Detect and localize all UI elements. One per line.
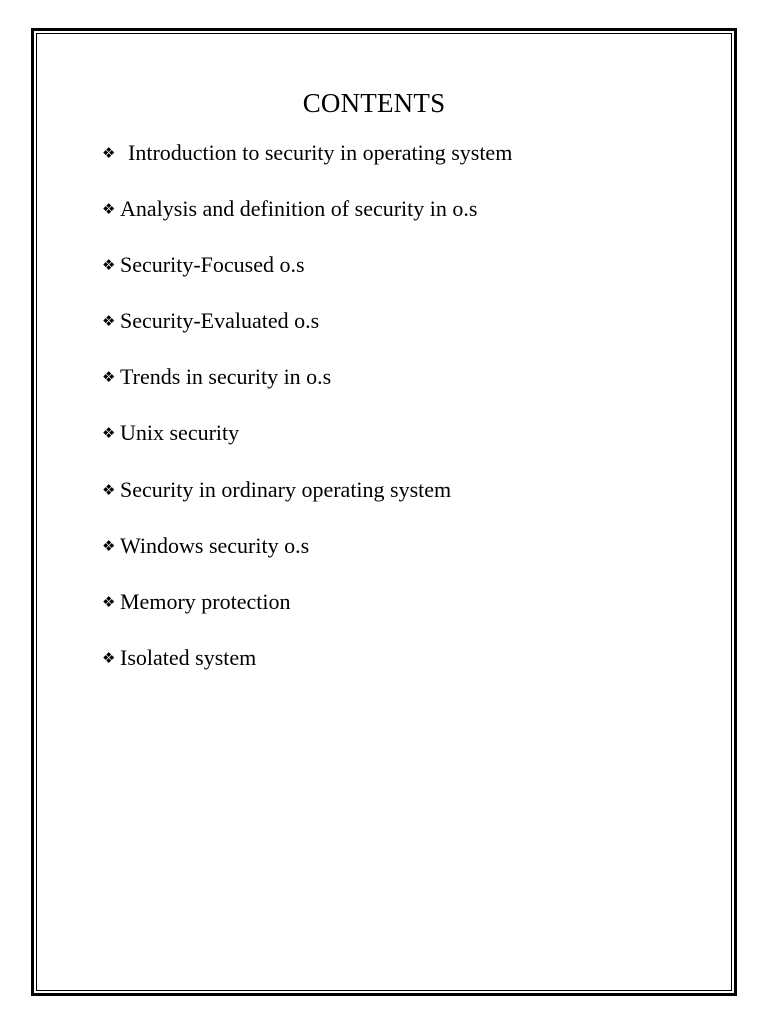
list-item	[102, 192, 512, 248]
table-of-contents-list	[102, 136, 512, 697]
list-item-label: Windows security o.s	[120, 532, 310, 558]
list-item	[102, 360, 512, 416]
list-item	[102, 136, 512, 192]
list-item-label: Security-Evaluated o.s	[120, 308, 320, 334]
four-diamond-bullet-icon: ❖	[102, 144, 116, 162]
list-item-label: Isolated system	[120, 644, 257, 670]
list-item	[102, 585, 512, 641]
list-item-label: Trends in security in o.s	[120, 364, 332, 390]
list-item	[102, 304, 512, 360]
page-title: CONTENTS	[302, 88, 446, 118]
four-diamond-bullet-icon: ❖	[102, 480, 116, 499]
list-item	[102, 641, 512, 697]
four-diamond-bullet-icon: ❖	[102, 368, 116, 387]
list-item-label: Introduction to security in operating system	[128, 140, 513, 165]
list-item-label: Memory protection	[120, 588, 291, 614]
four-diamond-bullet-icon: ❖	[102, 256, 116, 275]
four-diamond-bullet-icon: ❖	[102, 536, 116, 555]
list-item-label: Analysis and definition of security in o.s	[120, 196, 478, 222]
list-item	[102, 416, 512, 472]
four-diamond-bullet-icon: ❖	[102, 200, 116, 219]
list-item	[102, 473, 512, 529]
list-item-label: Security-Focused o.s	[120, 252, 305, 278]
four-diamond-bullet-icon: ❖	[102, 648, 116, 667]
list-item	[102, 529, 512, 585]
list-item-label: Unix security	[120, 420, 240, 446]
four-diamond-bullet-icon: ❖	[102, 592, 116, 611]
four-diamond-bullet-icon: ❖	[102, 424, 116, 443]
list-item-label: Security in ordinary operating system	[120, 476, 452, 502]
four-diamond-bullet-icon: ❖	[102, 312, 116, 331]
list-item	[102, 248, 512, 304]
